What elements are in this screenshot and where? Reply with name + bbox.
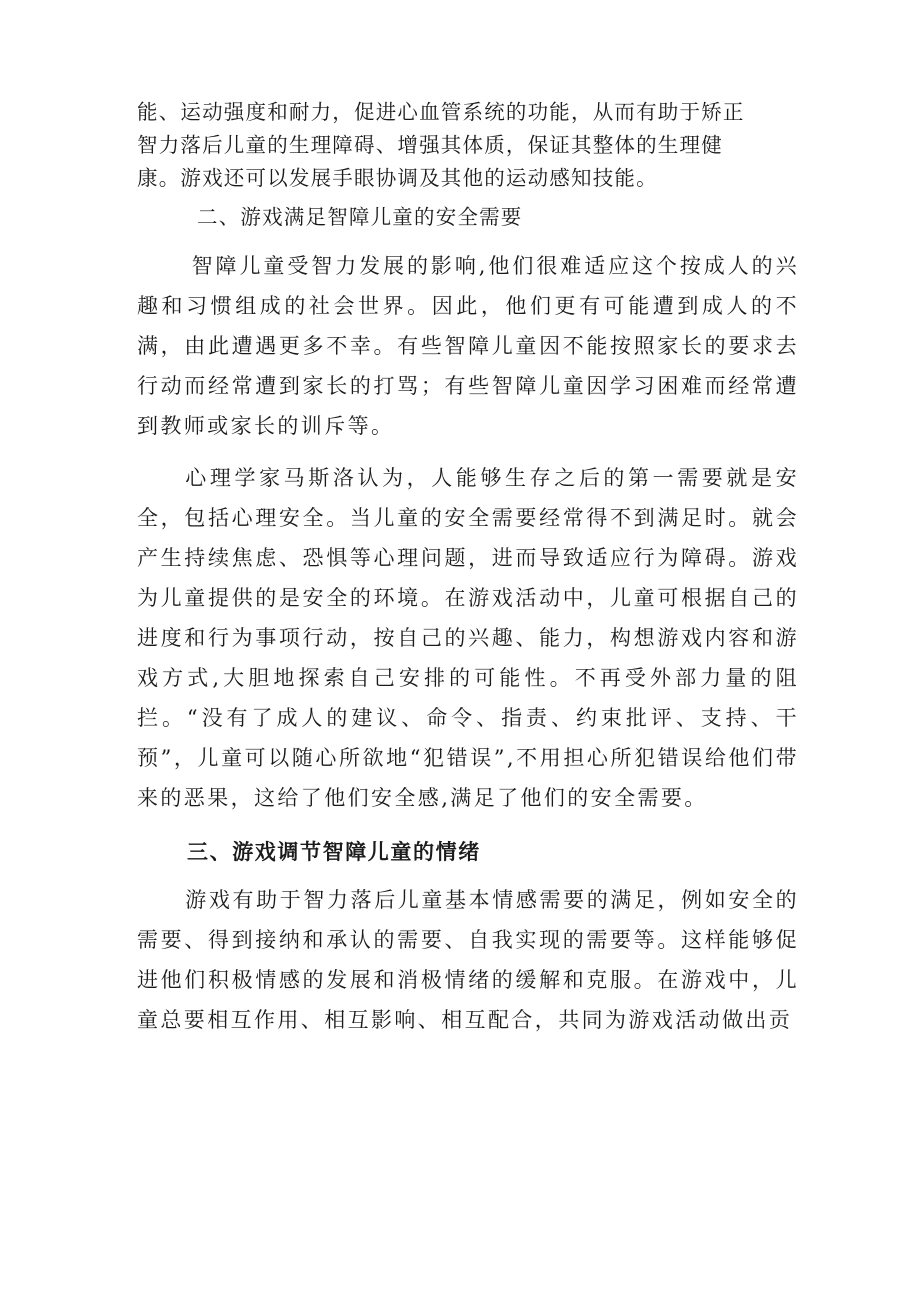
section-three-paragraph-1: 游戏有助于智力落后儿童基本情感需要的满足，例如安全的需要、得到接纳和承认的需要、自我实现的需要等。这样能够促进他们积极情感的发展和消极情绪的缓解和克服。在游戏中，儿童总要相互作用、相互影响、相互配合，共同为游戏活动做出贡 (137, 888, 799, 1032)
section-two-paragraph-2: 心理学家马斯洛认为，人能够生存之后的第一需要就是安全，包括心理安全。当儿童的安全需要经常得不到满足时。就会产生持续焦虑、恐惧等心理问题，进而导致适应行为障碍。游戏为儿童提供的是安全的环境。在游戏活动中，儿童可根据自己的进度和行为事项行动，按自己的兴趣、能力，构想游戏内容和游戏方式,大胆地探索自己安排的可能性。不再受外部力量的阻拦。“没有了成人的建议、命令、指责、约束批评、支持、干预”，儿童可以随心所欲地“犯错误”,不用担心所犯错误给他们带来的恶果，这给了他们安全感,满足了他们的安全需要。 (137, 466, 799, 810)
section-two-heading: 二、游戏满足智障儿童的安全需要 (197, 205, 523, 229)
intro-paragraph: 能、运动强度和耐力，促进心血管系统的功能，从而有助于矫正 智力落后儿童的生理障碍、增强其体质，保证其整体的生理健 康。游戏还可以发展手眼协调及其他的运动感知技能。 (137, 100, 745, 190)
section-two-paragraph-1: 智障儿童受智力发展的影响,他们很难适应这个按成人的兴趣和习惯组成的社会世界。因此，他们更有可能遭到成人的不满，由此遭遇更多不幸。有些智障儿童因不能按照家长的要求去行动而经常遭到家长的打骂；有些智障儿童因学习困难而经常遭到教师或家长的训斥等。 (137, 254, 799, 438)
section-three-heading: 三、游戏调节智障儿童的情绪 (187, 840, 481, 864)
document-page (137, 96, 799, 1040)
